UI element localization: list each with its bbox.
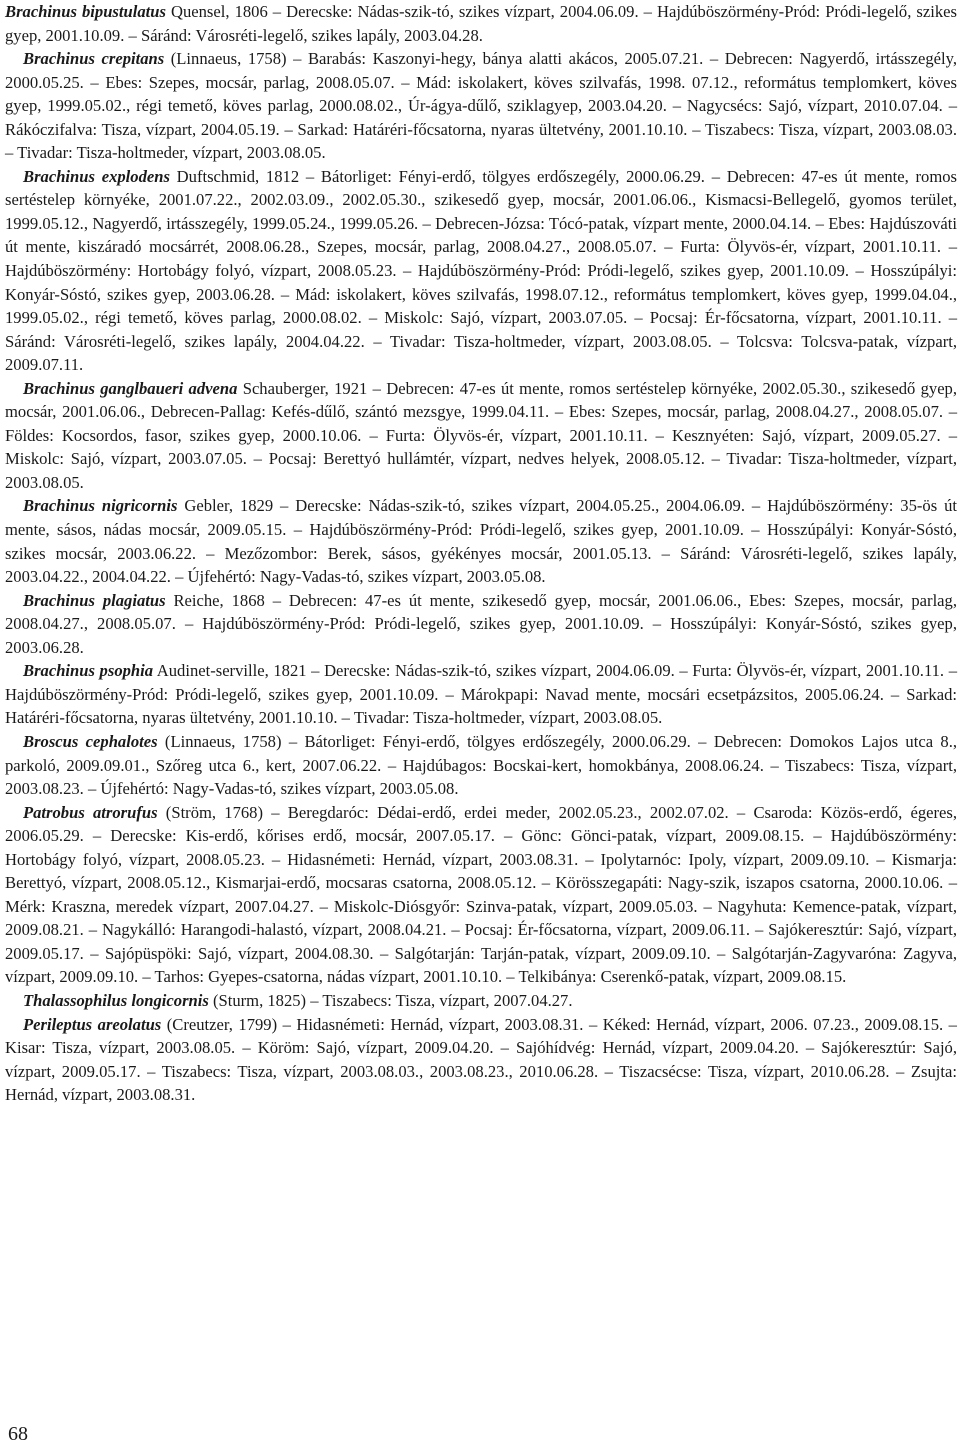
entry-text: Schauberger, 1921 – Debrecen: 47-es út mente, romos sertéstelep környéke, 2002.05.30., szikesedő gyep, mocsár, 2001.06.06., Debrecen-Pallag: Kefés-dűlő, szántó mezsgye, 1999.04.11. – Ebes: Szepes, mocsár, parlag, 2008.04.27., 2008.05.07. – Földes: Kocsordos, fasor, szikes gyep, 2000.10.06. – Furta: Ölyvös-ér, vízpart, 2001.10.11. – Kesznyéten: Sajó, vízpart, 2009.05.27. – Miskolc: Sajó, vízpart, 2003.07.05. – Pocsaj: Berettyó hullámtér, vízpart, nedves helyek, 2008.05.12. – Tivadar: Tisza-holtmeder, vízpart, 2003.08.05. bbox=[5, 378, 958, 492]
species-entry-patrobus-atrorufus bbox=[5, 801, 957, 989]
species-entry-perileptus-areolatus bbox=[5, 1013, 957, 1107]
species-entry-brachinus-bipustulatus bbox=[5, 0, 957, 47]
entry-text: (Sturm, 1825) – Tiszabecs: Tisza, vízpart, 2007.04.27. bbox=[208, 990, 573, 1010]
species-name: Thalassophilus longicornis bbox=[23, 990, 209, 1010]
species-name: Broscus cephalotes bbox=[23, 731, 158, 751]
entry-text: Quensel, 1806 – Derecske: Nádas-szik-tó, szikes vízpart, 2004.06.09. – Hajdúböszörmény-Pród: Pródi-legelő, szikes gyep, 2001.10.09. – Sáránd: Városréti-legelő, szikes lapály, 2003.04.28. bbox=[5, 2, 957, 45]
entry-text: Reiche, 1868 – Debrecen: 47-es út mente, szikesedő gyep, mocsár, 2001.06.06., Ebes: Szepes, mocsár, parlag, 2008.04.27., 2008.05.07. – Hajdúböszörmény-Pród: Pródi-legelő, szikes gyep, 2001.10.09. – Hosszúpályi: Konyár-Sóstó, szikes gyep, 2003.06.28. bbox=[5, 590, 957, 657]
species-entry-broscus-cephalotes bbox=[5, 730, 957, 801]
species-name: Brachinus bipustulatus bbox=[5, 2, 166, 21]
entry-text: Duftschmid, 1812 – Bátorliget: Fényi-erdő, tölgyes erdőszegély, 2000.06.29. – Debrecen: 47-es út mente, romos sertéstelep környéke, 2001.07.22., 2002.03.09., 2002.05.30., szikesedő gyep, mocsár, 2001.06.06., Kismacsi-Bellegelő, gyomos terület, 1999.05.12., Nagyerdő, irtásszegély, 1999.05.24., 1999.05.26. – Debrecen-Józsa: Tócó-patak, vízpart mente, 2000.04.14. – Ebes: Hajdúszováti út mente, kiszáradó mocsárrét, 2008.06.28., Szepes, mocsár, parlag, 2008.04.27., 2008.05.07. – Furta: Ölyvös-ér, vízpart, 2001.10.11. – Hajdúböszörmény: Hortobágy folyó, vízpart, 2008.05.23. – Hajdúböszörmény-Pród: Pródi-legelő, szikes gyep, 2001.10.09. – Hosszúpályi: Konyár-Sóstó, szikes gyep, 2003.06.28. – Mád: iskolakert, köves szilvafás, 1998.07.12., református templomkert, köves gyep, 1999.04.04., 1999.05.02., régi temető, köves parlag, 2000.08.02. – Miskolc: Sajó, vízpart, 2003.07.05. – Pocsaj: Ér-főcsatorna, vízpart, 2001.10.11. – Sáránd: Városréti-legelő, szikes lapály, 2004.04.22. – Tivadar: Tisza-holtmeder, vízpart, 2003.08.05. – Tolcsva: Tolcsva-patak, vízpart, 2009.07.11. bbox=[5, 166, 957, 375]
species-name: Brachinus nigricornis bbox=[23, 496, 178, 516]
species-entry-brachinus-crepitans bbox=[5, 47, 957, 165]
entry-text: (Creutzer, 1799) – Hidasnémeti: Hernád, vízpart, 2003.08.31. – Kéked: Hernád, vízpart, 2006. 07.23., 2009.08.15. – Kisar: Tisza, vízpart, 2003.08.05. – Köröm: Sajó, vízpart, 2009.04.20. – Sajóhídvég: Hernád, vízpart, 2009.04.20. – Sajókeresztúr: Sajó, vízpart, 2009.05.17. – Tiszabecs: Tisza, vízpart, 2003.08.03., 2003.08.23., 2010.06.28. – Tiszacsécse: Tisza, vízpart, 2010.06.28. – Zsujta: Hernád, vízpart, 2003.08.31. bbox=[5, 1014, 957, 1105]
species-name: Patrobus atrorufus bbox=[23, 802, 158, 822]
species-entry-brachinus-nigricornis bbox=[5, 494, 957, 588]
species-entry-thalassophilus-longicornis bbox=[5, 989, 957, 1013]
page-number: 68 bbox=[8, 1423, 28, 1445]
species-name: Brachinus explodens bbox=[23, 166, 170, 186]
species-entry-brachinus-psophia bbox=[5, 659, 957, 730]
entry-text: (Linnaeus, 1758) – Barabás: Kaszonyi-hegy, bánya alatti akácos, 2005.07.21. – Debrecen: Nagyerdő, irtásszegély, 2000.05.25. – Ebes: Szepes, mocsár, parlag, 2008.05.07. – Mád: iskolakert, köves szilvafás, 1998. 07.12., református templomkert, köves gyep, 1999.05.02., régi temető, köves parlag, 2000.08.02., Úr-ágya-dűlő, sziklagyep, 2003.04.20. – Nagycsécs: Sajó, vízpart, 2010.07.04. – Rákóczifalva: Tisza, vízpart, 2004.05.19. – Sarkad: Határéri-főcsatorna, nyaras ültetvény, 2001.10.10. – Tiszabecs: Tisza, vízpart, 2003.08.03. – Tivadar: Tisza-holtmeder, vízpart, 2003.08.05. bbox=[5, 49, 957, 163]
page-body bbox=[5, 0, 957, 1107]
species-name: Brachinus crepitans bbox=[23, 49, 165, 69]
species-name: Brachinus ganglbaueri advena bbox=[23, 378, 238, 398]
entry-text: (Linnaeus, 1758) – Bátorliget: Fényi-erdő, tölgyes erdőszegély, 2000.06.29. – Debrecen: Domokos Lajos utca 8., parkoló, 2009.09.01., Szőreg utca 6., kert, 2007.06.22. – Hajdúbagos: Bocskai-kert, homokbánya, 2008.06.24. – Tiszabecs: Tisza, vízpart, 2003.08.23. – Újfehértó: Nagy-Vadas-tó, szikes vízpart, 2003.05.08. bbox=[5, 731, 958, 799]
species-name: Perileptus areolatus bbox=[23, 1014, 162, 1034]
species-name: Brachinus plagiatus bbox=[23, 590, 166, 610]
entry-text: (Ström, 1768) – Beregdaróc: Dédai-erdő, erdei meder, 2002.05.23., 2002.07.02. – Csaroda: Közös-erdő, égeres, 2006.05.29. – Derecske: Kis-erdő, kőrises erdő, mocsár, 2007.05.17. – Gönc: Gönci-patak, vízpart, 2009.08.15. – Hajdúböszörmény: Hortobágy folyó, vízpart, 2008.05.23. – Hidasnémeti: Hernád, vízpart, 2003.08.31. – Ipolytarnóc: Ipoly, vízpart, 2009.09.10. – Kismarja: Berettyó, vízpart, 2008.05.12., Kismarjai-erdő, mocsaras csatorna, 2008.05.12. – Körösszegapáti: Nagy-szik, iszapos csatorna, 2000.10.06. – Mérk: Kraszna, meredek vízpart, 2007.04.27. – Miskolc-Diósgyőr: Szinva-patak, vízpart, 2009.05.03. – Nagyhuta: Kemence-patak, vízpart, 2009.08.21. – Nagykálló: Harangodi-halastó, vízpart, 2008.04.21. – Pocsaj: Ér-főcsatorna, vízpart, 2009.06.11. – Sajókeresztúr: Sajó, vízpart, 2009.05.17. – Sajópüspöki: Sajó, vízpart, 2004.08.30. – Salgótarján: Tarján-patak, vízpart, 2009.09.10. – Salgótarján-Zagyvaróna: Zagyva, vízpart, 2009.09.10. – Tarhos: Gyepes-csatorna, nádas vízpart, 2001.10.10. – Telkibánya: Cserenkő-patak, vízpart, 2009.08.15. bbox=[5, 802, 957, 987]
species-name: Brachinus psophia bbox=[23, 661, 154, 681]
entry-text: Gebler, 1829 – Derecske: Nádas-szik-tó, szikes vízpart, 2004.05.25., 2004.06.09. – Hajdúböszörmény: 35-ös út mente, sásos, nádas mocsár, 2009.05.15. – Hajdúböszörmény-Pród: Pródi-legelő, szikes gyep, 2001.10.09. – Hosszúpályi: Konyár-Sóstó, szikes mocsár, 2003.06.22. – Mezőzombor: Berek, sásos, gyékényes mocsár, 2001.05.13. – Sáránd: Városréti-legelő, szikes lapály, 2003.04.22., 2004.04.22. – Újfehértó: Nagy-Vadas-tó, szikes vízpart, 2003.05.08. bbox=[5, 496, 957, 587]
entry-text: Audinet-serville, 1821 – Derecske: Nádas-szik-tó, szikes vízpart, 2004.06.09. – Furta: Ölyvös-ér, vízpart, 2001.10.11. – Hajdúböszörmény-Pród: Pródi-legelő, szikes gyep, 2001.10.09. – Márokpapi: Navad mente, mocsári ecsetpázsitos, 2005.06.24. – Sarkad: Határéri-főcsatorna, nyaras ültetvény, 2001.10.10. – Tivadar: Tisza-holtmeder, vízpart, 2003.08.05. bbox=[5, 661, 957, 728]
species-entry-brachinus-explodens bbox=[5, 165, 957, 377]
species-entry-brachinus-ganglbaueri-advena bbox=[5, 377, 957, 495]
species-entry-brachinus-plagiatus bbox=[5, 589, 957, 660]
